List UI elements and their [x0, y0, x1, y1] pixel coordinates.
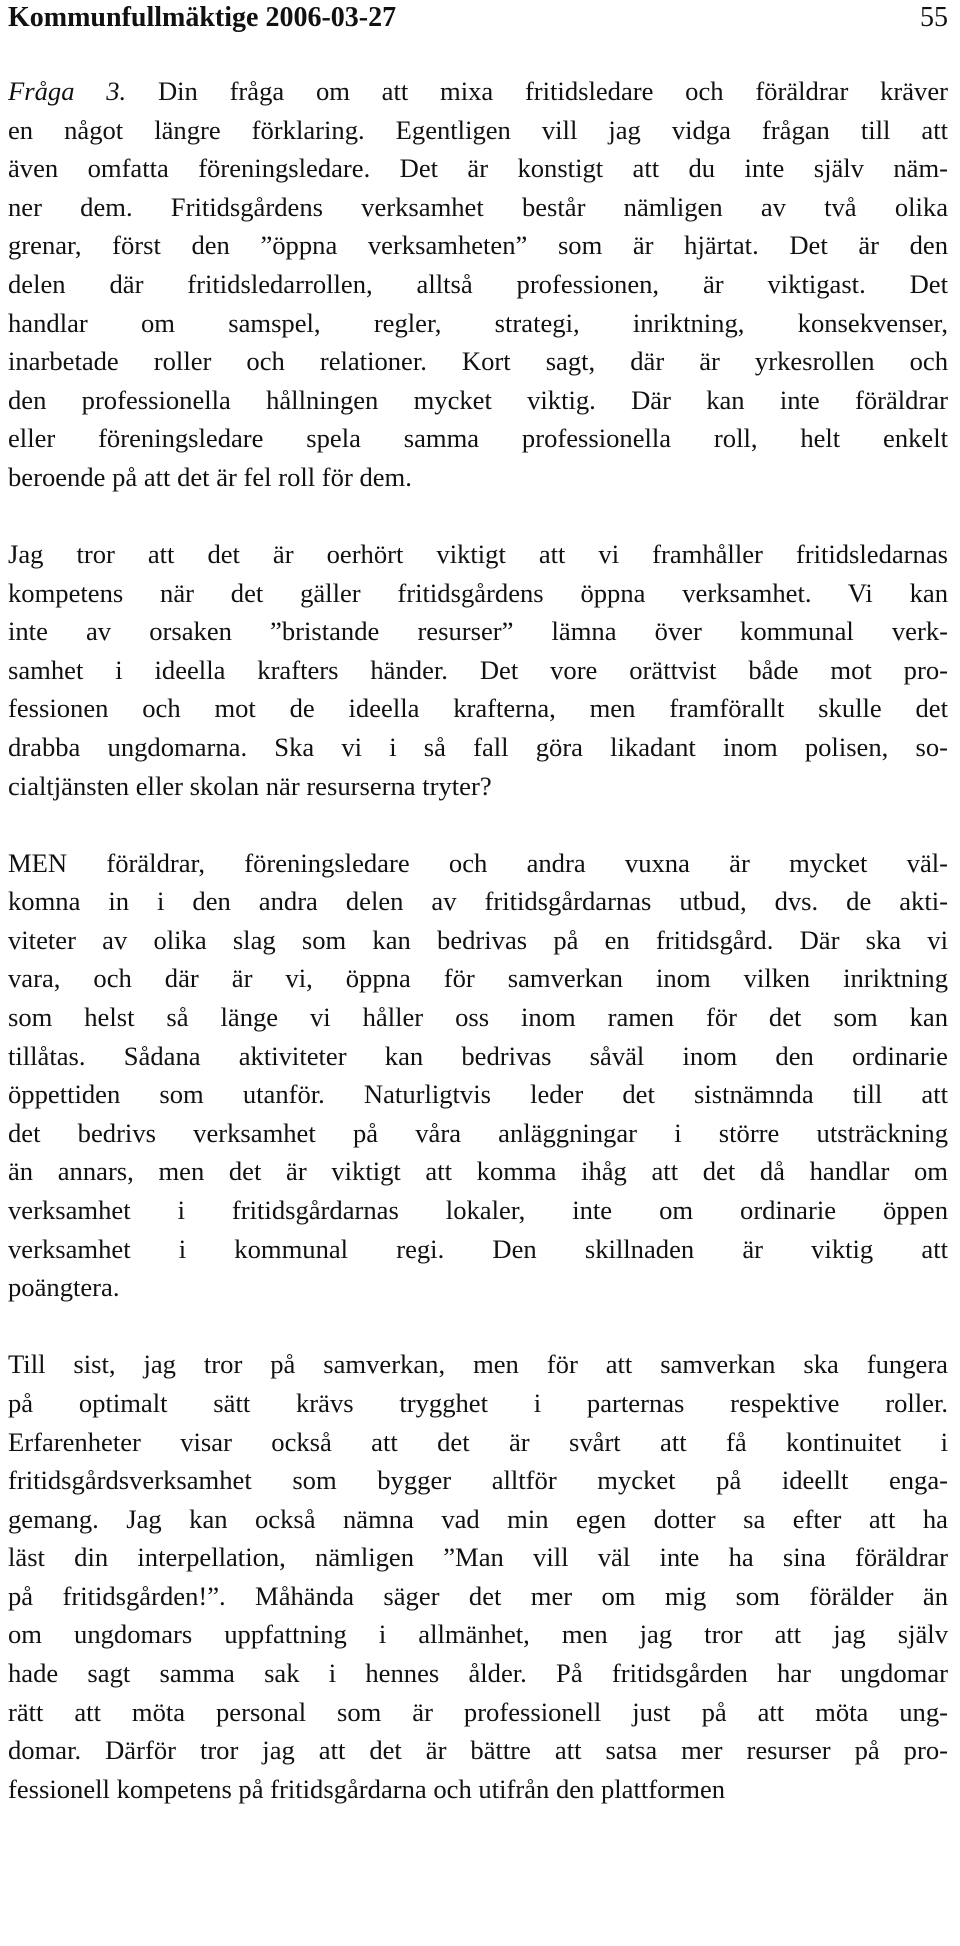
text-line: verksamhet i kommunal regi. Den skillnaden är viktig att [8, 1233, 948, 1264]
paragraph-gap [8, 497, 948, 536]
text-line: handlar om samspel, regler, strategi, inriktning, konsekvenser, [8, 307, 948, 338]
text-line: det bedrivs verksamhet på våra anläggningar i större utsträckning [8, 1117, 948, 1148]
text-line: ner dem. Fritidsgårdens verksamhet består nämligen av två olika [8, 191, 948, 222]
text-line: fessionell kompetens på fritidsgårdarna och utifrån den plattformen [8, 1773, 726, 1804]
paragraph-gap [8, 805, 948, 844]
text-line: än annars, men det är viktigt att komma ihåg att det då handlar om [8, 1156, 948, 1187]
text-line [8, 72, 948, 111]
text-line: öppettiden som utanför. Naturligtvis leder det sistnämnda till att [8, 1079, 948, 1110]
text-line: cialtjänsten eller skolan när resurserna tryter? [8, 770, 492, 801]
text-line: domar. Därför tror jag att det är bättre att satsa mer resurser på pro- [8, 1735, 948, 1766]
text-line: poängtera. [8, 1272, 120, 1303]
text-line: vara, och där är vi, öppna för samverkan inom vilken inriktning [8, 963, 948, 994]
text-line: samhet i ideella krafters händer. Det vore orättvist både mot pro- [8, 654, 948, 685]
text-line: på fritidsgården!”. Måhända säger det mer om mig som förälder än [8, 1580, 948, 1611]
text-line: rätt att möta personal som är professionell just på att möta ung- [8, 1696, 948, 1727]
text-line: Till sist, jag tror på samverkan, men för att samverkan ska fungera [8, 1349, 948, 1380]
text-line: beroende på att det är fel roll för dem. [8, 461, 412, 492]
paragraph [8, 535, 948, 805]
text-line-content: Din fråga om att mixa fritidsledare och föräldrar kräver [126, 76, 948, 106]
text-line: delen där fritidsledarrollen, alltså professionen, är viktigast. Det [8, 268, 948, 299]
text-line: drabba ungdomarna. Ska vi i så fall göra likadant inom polisen, so- [8, 732, 948, 762]
paragraph-gap [8, 1307, 948, 1346]
paragraph [8, 1345, 948, 1808]
text-line: även omfatta föreningsledare. Det är konstigt att du inte själv näm- [8, 153, 948, 184]
text-line: MEN föräldrar, föreningsledare och andra vuxna är mycket väl- [8, 847, 948, 878]
text-line: på optimalt sätt krävs trygghet i parternas respektive roller. [8, 1387, 948, 1418]
text-line: fessionen och mot de ideella krafterna, men framförallt skulle det [8, 693, 948, 724]
question-label: Fråga 3. [8, 76, 127, 106]
text-line: verksamhet i fritidsgårdarnas lokaler, inte om ordinarie öppen [8, 1195, 948, 1226]
text-line: komna in i den andra delen av fritidsgårdarnas utbud, dvs. de akti- [8, 886, 948, 917]
document-body [8, 72, 948, 1808]
text-line: gemang. Jag kan också nämna vad min egen dotter sa efter att ha [8, 1503, 948, 1534]
paragraph [8, 72, 948, 497]
text-line: en något längre förklaring. Egentligen vill jag vidga frågan till att [8, 114, 948, 145]
text-line: fritidsgårdsverksamhet som bygger alltför mycket på ideellt enga- [8, 1465, 948, 1496]
page-header-title: Kommunfullmäktige 2006-03-27 [8, 2, 397, 33]
text-line: grenar, först den ”öppna verksamheten” som är hjärtat. Det är den [8, 230, 948, 261]
text-line: eller föreningsledare spela samma professionella roll, helt enkelt [8, 423, 948, 454]
text-line: hade sagt samma sak i hennes ålder. På fritidsgården har ungdomar [8, 1658, 948, 1689]
text-line: läst din interpellation, nämligen ”Man vill väl inte ha sina föräldrar [8, 1542, 948, 1573]
paragraph [8, 844, 948, 1307]
text-line: den professionella hållningen mycket viktig. Där kan inte föräldrar [8, 384, 948, 415]
page-number: 55 [920, 2, 948, 33]
text-line: Erfarenheter visar också att det är svårt att få kontinuitet i [8, 1426, 948, 1457]
text-line: som helst så länge vi håller oss inom ramen för det som kan [8, 1002, 948, 1033]
text-line: inte av orsaken ”bristande resurser” lämna över kommunal verk- [8, 616, 948, 647]
text-line: inarbetade roller och relationer. Kort sagt, där är yrkesrollen och [8, 346, 948, 377]
text-line: viteter av olika slag som kan bedrivas på en fritidsgård. Där ska vi [8, 924, 948, 955]
text-line: kompetens när det gäller fritidsgårdens öppna verksamhet. Vi kan [8, 577, 948, 608]
text-line: tillåtas. Sådana aktiviteter kan bedrivas såväl inom den ordinarie [8, 1040, 948, 1071]
text-line: om ungdomars uppfattning i allmänhet, men jag tror att jag själv [8, 1619, 948, 1650]
text-line: Jag tror att det är oerhört viktigt att vi framhåller fritidsledarnas [8, 539, 948, 570]
document-page [8, 0, 948, 1808]
page-header [8, 0, 948, 44]
